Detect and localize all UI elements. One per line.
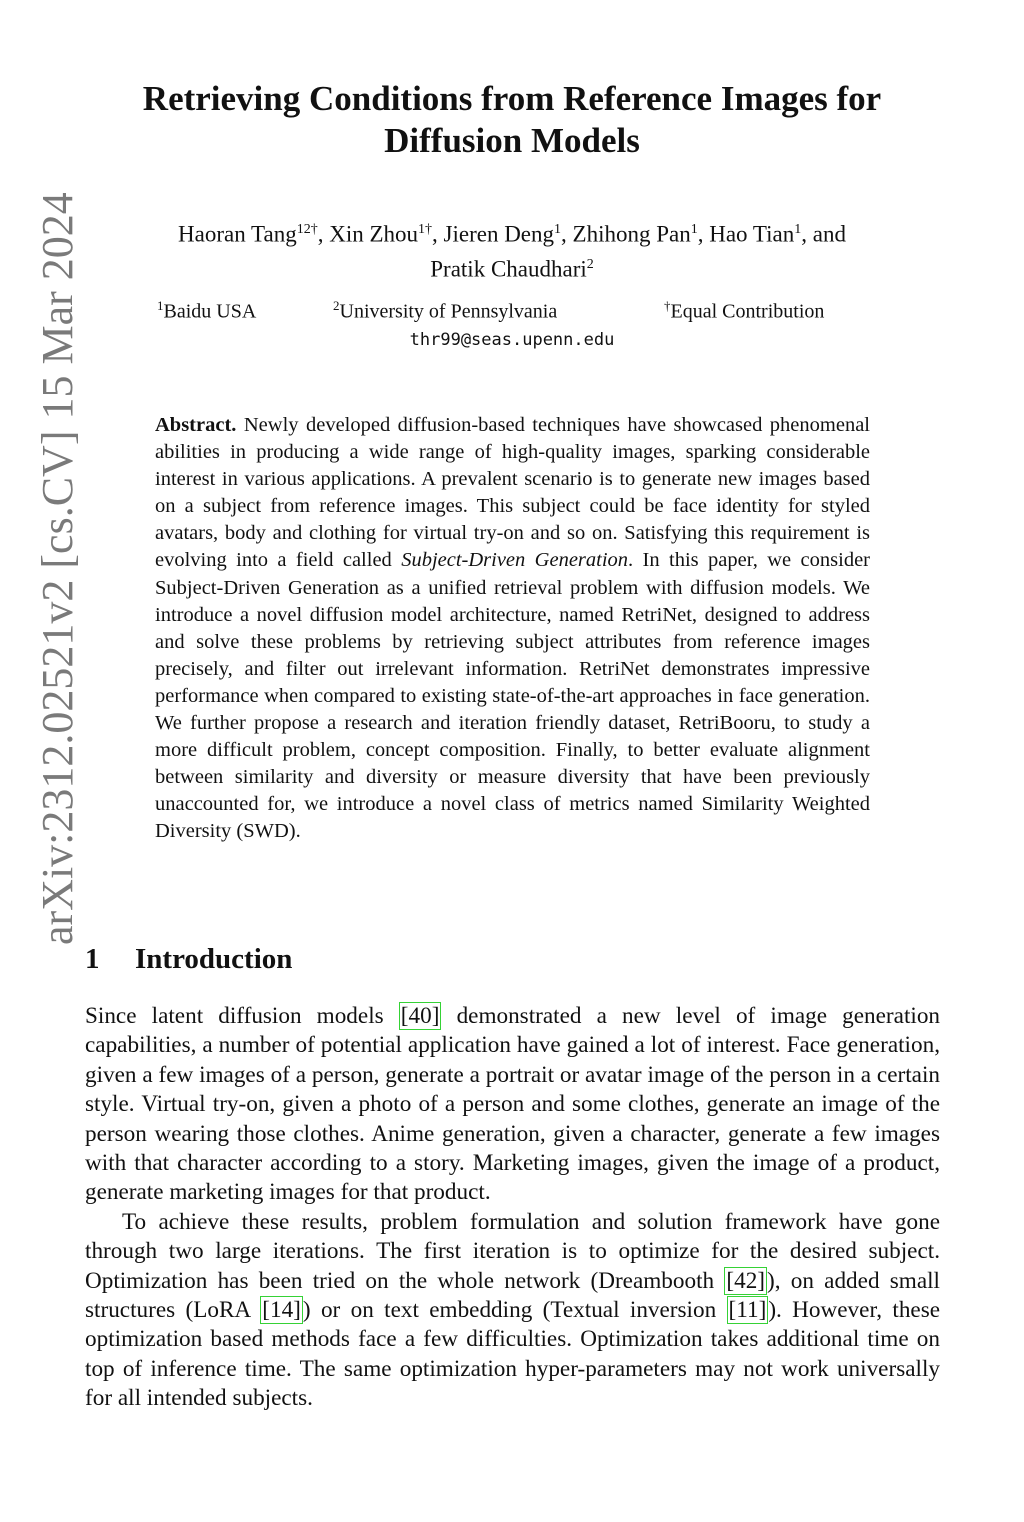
author-affil-mark: 2 — [586, 256, 594, 272]
author-affil-mark: 1† — [418, 222, 433, 237]
author-conjunction: and — [812, 221, 846, 247]
citation-link[interactable]: [14] — [262, 1297, 301, 1324]
abstract-text: Newly developed diffusion-based techniques have showcased phenomenal abilities in producing a wide range of high-quality images, sparking considerable interest in various applications. A prevalent scenario is to generate new images based on a subject from reference images. This subject could be face identity for styled avatars, body and clothing for virtual try-on and so on. Satisfying this requirement is evolving into a field called — [155, 414, 870, 572]
author-affil-mark: 1 — [794, 222, 802, 237]
author-name: Haoran Tang — [178, 221, 297, 247]
citation-link[interactable]: [11] — [728, 1297, 767, 1324]
section-title: Introduction — [135, 943, 293, 975]
author-name: Zhihong Pan — [572, 221, 691, 247]
section-number: 1 — [85, 943, 100, 975]
abstract — [155, 412, 870, 846]
author-affil-mark: 12† — [296, 222, 318, 237]
contact-email[interactable]: thr99@seas.upenn.edu — [409, 330, 615, 350]
affiliation-baidu: $^1$Baidu USA — [157, 298, 257, 323]
paper-title: Retrieving Conditions from Reference Images for Diffusion Models — [142, 79, 882, 160]
author-name: Jieren Deng — [443, 221, 555, 247]
arxiv-watermark: arXiv:2312.02521v2 [cs.CV] 15 Mar 2024 — [33, 192, 82, 945]
paragraph: Since latent diffusion models [40] demonstrated a new level of image generation capabilities, a number of potential application have gained a lot of interest. Face generation, given a few images of a person, generate a portrait or avatar image of the person in a certain style. Virtual try-on, given a photo of a person and some clothes, generate an image of the person wearing those clothes. Anime generation, given a character, generate a few images with that character according to a story. Marketing images, given the image of a product, generate marketing images for that product. — [85, 1003, 941, 1206]
paragraph: To achieve these results, problem formulation and solution framework have gone through two large iterations. The first iteration is to optimize for the desired subject. Optimization has been tried on the whole network (Dreambooth [42]), on added small structures (LoRA [14]) or on text embedding (Textual inversion [11]). However, these optimization based methods face a few difficulties. Optimization takes additional time on top of inference time. The same optimization hyper-parameters may not work universally for all intended subjects. — [85, 1208, 941, 1412]
introduction-body — [85, 1002, 940, 1414]
abstract-label: Abstract. — [155, 414, 237, 436]
author-name: Pratik Chaudhari — [430, 256, 587, 282]
abstract-emphasis: Subject-Driven Generation — [401, 549, 629, 572]
author-name: Hao Tian — [709, 221, 795, 247]
citation-link[interactable]: [40] — [400, 1003, 440, 1029]
author-name: Xin Zhou — [329, 221, 419, 247]
affiliation-upenn: $^2$University of Pennsylvania — [333, 298, 558, 323]
section-heading-introduction — [85, 943, 292, 976]
author-list: Haoran Tang$^{12\dagger}$, Xin Zhou$^{1\dagger}$, Jieren Deng$^1$, Zhihong Pan$^1$, Hao Tian$^1$, and Pratik Chaudhari$^2$ — [178, 221, 846, 282]
author-affil-mark: 1 — [554, 222, 562, 237]
abstract-text: . In this paper, we consider Subject-Driven Generation as a unified retrieval problem with diffusion models. We introduce a novel diffusion model architecture, named RetriNet, designed to address and solve these problems by retrieving subject attributes from reference images precisely, and filter out irrelevant information. RetriNet demonstrates impressive performance when compared to existing state-of-the-art approaches in face generation. We further propose a research and iteration friendly dataset, RetriBooru, to study a more difficult problem, concept composition. Finally, to better evaluate alignment between similarity and diversity or measure diversity that have been previously unaccounted for, we introduce a novel class of metrics named Similarity Weighted Diversity (SWD). — [155, 549, 870, 843]
citation-link[interactable]: [42] — [726, 1267, 766, 1294]
author-affil-mark: 1 — [690, 222, 698, 237]
equal-contribution-note: †Equal Contribution — [664, 298, 825, 323]
